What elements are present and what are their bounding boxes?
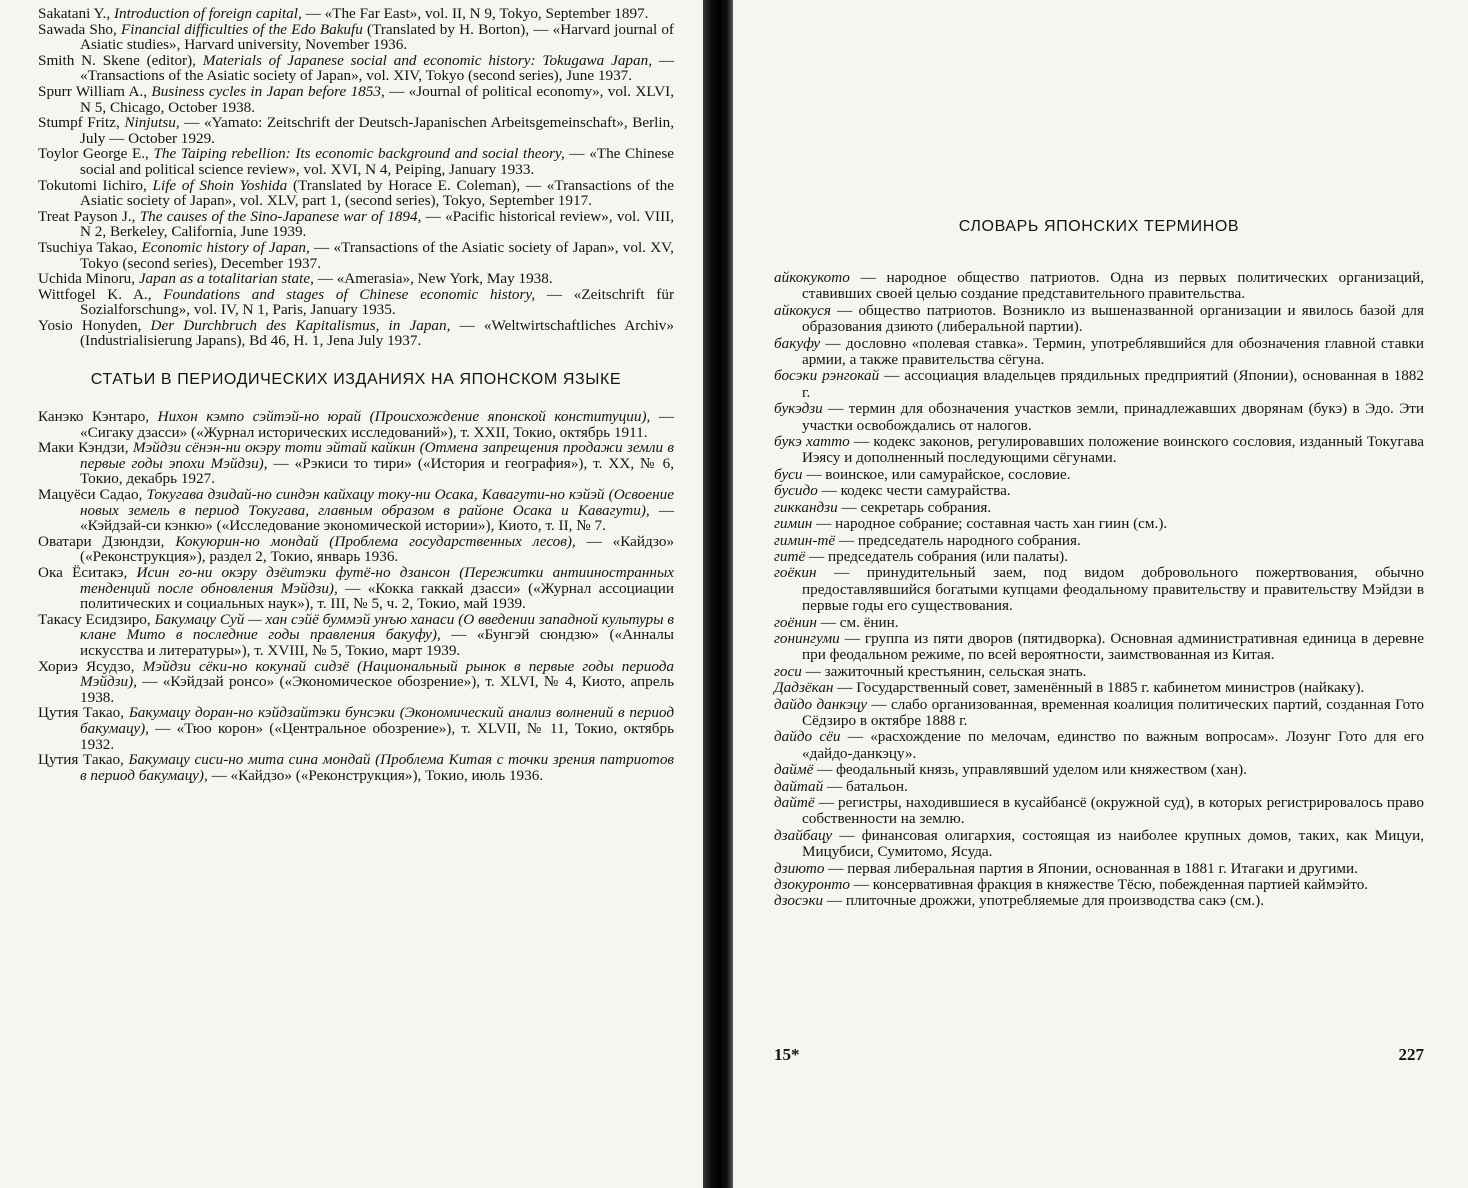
entry-source: (Translated by Horace E. Coleman), — «Transactions of the Asiatic society of Japan», vol. XLV, part 1, (second series), Tokyo, September 1917. xyxy=(80,176,675,210)
glossary-definition: — председатель собрания (или палаты). xyxy=(809,547,1068,565)
glossary-definition: — финансовая олигархия, состоящая из наиболее крупных домов, таких, как Мицуи, Мицубиси, Сумитомо, Ясуда. xyxy=(802,826,1425,861)
entry-author: Stumpf Fritz, xyxy=(38,114,120,132)
glossary-entry xyxy=(774,762,1424,778)
glossary-definition: — группа из пяти дворов (пятидворка). Основная административная единица в деревне при феодальном режиме, по всей вероятности, заимствованная из Китая. xyxy=(802,629,1425,664)
glossary-term: гиккандзи xyxy=(774,498,838,516)
glossary-entry xyxy=(774,828,1424,861)
entry-author: Мацуёси Садао, xyxy=(38,486,143,504)
glossary-entry xyxy=(774,336,1424,369)
entry-author: Sakatani Y., xyxy=(38,5,111,22)
entry-author: Канэко Кэнтаро, xyxy=(38,408,150,426)
entry-title: Life of Shoin Yoshida xyxy=(152,176,288,194)
glossary-term: гимин xyxy=(774,515,813,533)
entry-source: — «Amerasia», New York, May 1938. xyxy=(317,270,553,288)
glossary-term: Дадзёкан xyxy=(774,679,834,697)
entry-author: Маки Кэндзи, xyxy=(38,439,129,457)
glossary-definition: — кодекс законов, регулировавших положение воинского сословия, изданный Токугава Иэясу и дополненный последующими сёгунами. xyxy=(802,433,1424,467)
glossary-entry xyxy=(774,516,1424,532)
entry-source: — «Weltwirtschaftliches Archiv» (Industrialisierung Japans), Bd 46, H. 1, Jena July 1937. xyxy=(80,316,674,350)
entry-title: Introduction of foreign capital, xyxy=(113,5,302,22)
bibliography-entry xyxy=(38,565,674,612)
glossary-term: дайтё xyxy=(774,794,815,811)
entry-source: — «Кэйдзай ронсо» («Экономическое обозрение»), т. XLVI, № 4, Киото, апрель 1938. xyxy=(80,673,674,706)
glossary-definition: — регистры, находившиеся в кусайбансё (окружной суд), в которых регистрировалось право собственности на землю. xyxy=(802,794,1425,828)
entry-source: — «Сигаку дзасси» («Журнал исторических исследований»), т. XXII, Токио, октябрь 1911. xyxy=(80,408,675,441)
bibliography-entry xyxy=(38,752,674,783)
entry-source: — «Yamato: Zeitschrift der Deutsch-Japanischen Arbeitsgemeinschaft», Berlin, July — October 1929. xyxy=(80,114,675,147)
glossary-entry xyxy=(774,664,1424,680)
entry-title: Materials of Japanese social and economic history: Tokugawa Japan, xyxy=(202,51,653,69)
glossary-entry xyxy=(774,697,1424,730)
bibliography-entry xyxy=(38,84,674,115)
entry-author: Yosio Honyden, xyxy=(38,316,142,334)
bibliography-entry xyxy=(38,53,674,84)
section-heading-dictionary: СЛОВАРЬ ЯПОНСКИХ ТЕРМИНОВ xyxy=(958,218,1240,235)
glossary-entry xyxy=(774,893,1424,909)
entry-source: (Translated by H. Borton), — «Harvard journal of Asiatic studies», Harvard university, November 1936. xyxy=(80,20,674,54)
glossary-entry xyxy=(774,795,1424,828)
entry-author: Цутия Такао, xyxy=(38,751,124,769)
glossary-term: гитё xyxy=(774,547,806,565)
glossary-definition: — см. ёнин. xyxy=(820,613,899,631)
glossary-entry xyxy=(774,303,1424,336)
glossary-entry xyxy=(774,729,1424,762)
entry-title: Мэйдзи сёки-но кокунай сидзё (Национальный рынок в первые годы периода Мэйдзи), xyxy=(80,657,674,691)
glossary-entry xyxy=(774,467,1424,483)
glossary-term: дзиюто xyxy=(774,859,825,877)
bibliography-entry xyxy=(38,287,674,318)
entry-source: — «Кокка гаккай дзасси» («Журнал ассоциации политических и социальных наук»), т. III, № 5, ч. 2, Токио, май 1939. xyxy=(80,579,674,613)
entry-title: Токугава дзидай-но синдэн кайхацу току-ни Осака, Кавагути-но кэйэй (Освоение новых земель в период Токугава, главным образом в районе Осака и Кавагути), xyxy=(80,486,674,519)
entry-author: Цутия Такао, xyxy=(38,704,125,722)
glossary-definition: — зажиточный крестьянин, сельская знать. xyxy=(805,662,1087,680)
bibliography-entry xyxy=(38,318,674,349)
glossary-term: буси xyxy=(774,465,803,483)
glossary-term: босэки рэнгокай xyxy=(774,367,880,385)
entry-source: — «Transactions of the Asiatic society of Japan», vol. XV, Tokyo (second series), December 1937. xyxy=(80,238,674,272)
glossary-definition: — первая либеральная партия в Японии, основанная в 1881 г. Итагаки и другими. xyxy=(828,859,1358,877)
bibliography-entry xyxy=(38,534,674,565)
glossary-term: дзайбацу xyxy=(774,826,833,844)
glossary-definition: — Государственный совет, заменённый в 1885 г. кабинетом министров (найкаку). xyxy=(837,679,1365,697)
entry-author: Хориэ Ясудзо, xyxy=(38,657,135,675)
glossary-term: бусидо xyxy=(774,482,818,500)
glossary-term: дзосэки xyxy=(774,892,824,910)
glossary-term: букэдзи xyxy=(774,400,823,418)
glossary-definition: — народное собрание; составная часть хан гиин (см.). xyxy=(816,515,1168,533)
entry-title: Нихон кэмпо сэйтэй-но юрай (Происхождение японской конституции), xyxy=(157,408,651,426)
glossary-definition: — председатель народного собрания. xyxy=(838,531,1081,549)
entry-title: The Taiping rebellion: Its economic background and social theory, xyxy=(153,145,565,163)
glossary-term: гимин-тё xyxy=(774,531,836,549)
entry-title: Бакумацу сиси-но мита сина мондай (Проблема Китая с точки зрения патриотов в период бакумацу), xyxy=(80,751,675,784)
entry-source: — «Бунгэй сюндзю» («Анналы искусства и литературы»), т. XVIII, № 5, Токио, март 1939. xyxy=(80,626,674,659)
bibliography-entry xyxy=(38,705,674,752)
entry-source: — «Pacific historical review», vol. VIII, N 2, Berkeley, California, June 1939. xyxy=(80,207,675,241)
glossary-term: дайдо сёи xyxy=(774,728,841,746)
bibliography-entry xyxy=(38,6,674,22)
glossary-term: гоёнин xyxy=(774,613,817,631)
entry-author: Spurr William A., xyxy=(38,82,148,100)
bibliography-entry xyxy=(38,209,674,240)
glossary-term: госи xyxy=(774,662,802,680)
glossary-entry xyxy=(774,565,1424,614)
entry-title: Мэйдзи сёнэн-ни окэру тоти эйтай кайкин (Отмена запрещения продажи земли в первые годы эпохи Мэйдзи), xyxy=(80,439,675,472)
entry-source: — «Кайдзо» («Реконструкция»), Токио, июль 1936. xyxy=(211,766,544,784)
glossary-entry xyxy=(774,615,1424,631)
entry-title: Economic history of Japan, xyxy=(141,238,310,256)
book-spine-gutter xyxy=(703,0,733,1188)
glossary-definition: — народное общество патриотов. Одна из первых политических организаций, ставивших своей целью создание представительного правительства. xyxy=(802,269,1424,303)
glossary-entry xyxy=(774,631,1424,664)
entry-author: Smith N. Skene (editor), xyxy=(38,51,196,69)
bibliography-entry xyxy=(38,240,674,271)
bibliography-entry xyxy=(38,22,674,53)
glossary-definition: — воинское, или самурайское, сословие. xyxy=(806,465,1071,483)
glossary-definition: — слабо организованная, временная коалиция политических партий, созданная Гото Сёдзиро в октябре 1888 г. xyxy=(802,695,1424,729)
entry-title: Ninjutsu, xyxy=(124,114,180,132)
footer-signature: 15* xyxy=(774,1045,800,1064)
glossary-term: дзокуронто xyxy=(774,876,850,894)
entry-author: Ока Ёситакэ, xyxy=(38,564,128,581)
glossary-definition: — принудительный заем, под видом добровольного пожертвования, обычно предоставлявшийся богатыми купцами феодальному правительству и правительству Мэйдзи в первые годы его существования. xyxy=(802,564,1424,615)
english-bibliography-list xyxy=(38,6,674,349)
glossary-definition: — плиточные дрожжи, употребляемые для производства сакэ (см.). xyxy=(826,892,1265,910)
entry-author: Toylor George E., xyxy=(38,145,149,163)
entry-source: — «Рэкиси то тири» («История и география»), т. XX, № 6, Токио, декабрь 1927. xyxy=(80,454,675,488)
entry-author: Оватари Дзюндзи, xyxy=(38,532,165,550)
glossary-entry xyxy=(774,779,1424,795)
glossary-entry xyxy=(774,533,1424,549)
entry-title: Исин го-ни окэру дзёитэки футё-но дзансон (Пережитки антииностранных тенденций после обновления Мэйдзи), xyxy=(80,564,674,597)
glossary-entry xyxy=(774,368,1424,401)
entry-author: Tsuchiya Takao, xyxy=(38,238,138,256)
entry-author: Uchida Minoru, xyxy=(38,270,136,288)
left-page xyxy=(0,0,700,1188)
bibliography-entry xyxy=(38,146,674,177)
glossary-definition: — дословно «полевая ставка». Термин, употреблявшийся для обозначения главной ставки армии, а также правительства сёгуна. xyxy=(802,334,1424,369)
entry-author: Treat Payson J., xyxy=(38,207,136,225)
bibliography-entry xyxy=(38,659,674,706)
entry-source: — «Тюо корон» («Центральное обозрение»), т. XLVII, № 11, Токио, октябрь 1932. xyxy=(80,719,675,753)
entry-title: Бакумацу Суй — хан сэйё буммэй унъю ханаси (О введении западной культуры в клане Мито в последние годы правления бакуфу), xyxy=(80,610,674,644)
entry-source: — «Кэйдзай-си кэнкю» («Исследование экономической истории»), Киото, т. II, № 7. xyxy=(80,501,675,535)
glossary-entry xyxy=(774,549,1424,565)
bibliography-entry xyxy=(38,115,674,146)
glossary-definition: — «расхождение по мелочам, единство по важным вопросам». Лозунг Гото для его «дайдо-данкэцу». xyxy=(802,728,1424,762)
glossary-term: гоёкин xyxy=(774,564,817,582)
glossary-entry xyxy=(774,500,1424,516)
glossary-term: дайтай xyxy=(774,777,824,795)
entry-title: Japan as a totalitarian state, xyxy=(138,270,314,288)
entry-title: Financial difficulties of the Edo Bakufu xyxy=(121,20,363,38)
page-footer xyxy=(738,1045,1424,1065)
glossary-entry xyxy=(774,270,1424,303)
entry-source: — «The Chinese social and political science review», vol. XVI, N 4, Peiping, January 1933. xyxy=(80,145,674,178)
glossary-definition: — кодекс чести самурайства. xyxy=(821,482,1011,500)
glossary-term: бакуфу xyxy=(774,334,821,352)
glossary-definition: — батальон. xyxy=(827,777,908,795)
glossary-definition: — общество патриотов. Возникло из вышеназванной организации и явилось базой для образования дзиюто (либеральной партии). xyxy=(802,301,1424,336)
glossary-definition: — феодальный князь, управлявший уделом или княжеством (хан). xyxy=(817,761,1247,779)
glossary-entry xyxy=(774,877,1424,893)
right-page xyxy=(738,0,1468,1188)
glossary-definition: — ассоциация владельцев прядильных предприятий (Японии), основанная в 1882 г. xyxy=(802,367,1424,401)
glossary-definition: — консервативная фракция в княжестве Тёсю, побежденная партией каймэйто. xyxy=(853,876,1369,894)
glossary-entry xyxy=(774,680,1424,696)
entry-title: Кокуюрин-но мондай (Проблема государственных лесов), xyxy=(175,532,576,550)
bibliography-entry xyxy=(38,612,674,659)
glossary-term: букэ хатто xyxy=(774,433,850,451)
bibliography-entry xyxy=(38,178,674,209)
entry-source: — «Transactions of the Asiatic society of Japan», vol. XIV, Tokyo (second series), June 1937. xyxy=(80,51,675,85)
entry-author: Sawada Sho, xyxy=(38,20,117,38)
glossary-definition: — термин для обозначения участков земли, принадлежавших дворянам (букэ) в Эдо. Эти участки освобождались от налогов. xyxy=(802,400,1424,434)
entry-title: Бакумацу доран-но кэйдзайтэки бунсэки (Экономический анализ волнений в период бакумацу), xyxy=(80,704,675,737)
entry-author: Tokutomi Iichiro, xyxy=(38,176,147,194)
glossary-term: айкокуся xyxy=(774,301,831,319)
entry-source: — «Zeitschrift für Sozialforschung», vol. IV, N 1, Paris, January 1935. xyxy=(80,285,675,319)
bibliography-entry xyxy=(38,271,674,287)
glossary-entry xyxy=(774,861,1424,877)
entry-source: — «Journal of political economy», vol. XLVI, N 5, Chicago, October 1938. xyxy=(80,82,675,116)
glossary-entry xyxy=(774,434,1424,467)
glossary-definition: — секретарь собрания. xyxy=(841,498,992,516)
entry-title: Business cycles in Japan before 1853, xyxy=(151,82,385,100)
glossary-list xyxy=(774,270,1424,910)
entry-title: The causes of the Sino-Japanese war of 1894, xyxy=(139,207,422,225)
entry-source: — «The Far East», vol. II, N 9, Tokyo, September 1897. xyxy=(305,5,649,22)
glossary-term: айкокукото xyxy=(774,269,850,286)
entry-author: Такасу Есидзиро, xyxy=(38,610,151,628)
bibliography-entry xyxy=(38,409,674,440)
glossary-entry xyxy=(774,401,1424,434)
glossary-entry xyxy=(774,483,1424,499)
entry-title: Foundations and stages of Chinese economic history, xyxy=(163,285,536,303)
glossary-term: гонингуми xyxy=(774,629,840,647)
entry-source: — «Кайдзо» («Реконструкция»), раздел 2, Токио, январь 1936. xyxy=(80,532,675,566)
bibliography-entry xyxy=(38,440,674,487)
section-heading-japanese-periodicals: СТАТЬИ В ПЕРИОДИЧЕСКИХ ИЗДАНИЯХ НА ЯПОНСКОМ ЯЗЫКЕ xyxy=(90,371,622,389)
entry-title: Der Durchbruch des Kapitalismus, in Japan, xyxy=(150,316,451,334)
glossary-term: даймё xyxy=(774,761,814,779)
page-number: 227 xyxy=(1398,1045,1424,1064)
japanese-bibliography-list xyxy=(38,409,674,783)
bibliography-entry xyxy=(38,487,674,534)
entry-author: Wittfogel K. A., xyxy=(38,285,152,303)
glossary-term: дайдо данкэцу xyxy=(774,695,868,713)
